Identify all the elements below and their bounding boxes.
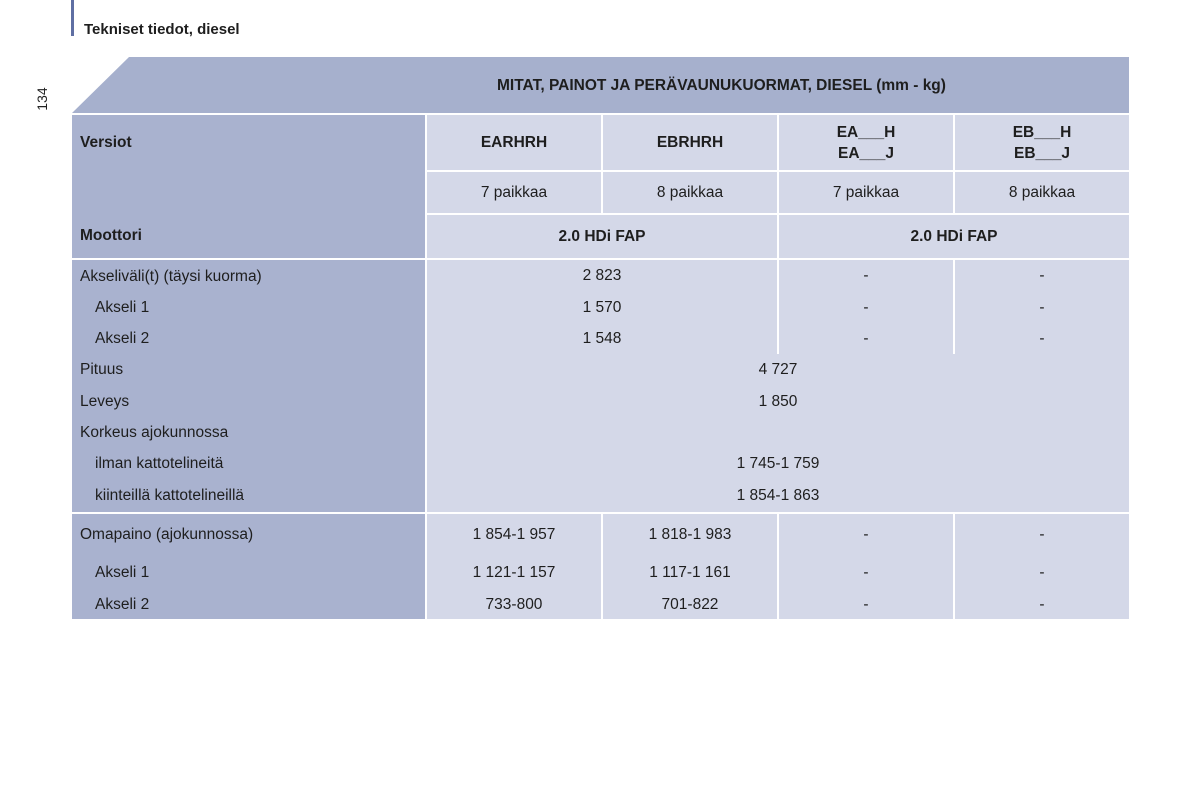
version-code: EA___H EA___J [778, 115, 954, 171]
table-row [72, 513, 1129, 555]
kerb-axle2-value: 733-800 [426, 590, 602, 619]
axle2-value: 1 548 [426, 323, 778, 354]
kerb-axle1-value: 1 117-1 161 [602, 555, 778, 590]
kerb-axle1-label: Akseli 1 [72, 555, 426, 590]
table-row [72, 590, 1129, 619]
version-code: EB___H EB___J [954, 115, 1129, 171]
kerb-weight-value: - [778, 513, 954, 555]
axle2-label: Akseli 2 [72, 323, 426, 354]
kerb-weight-value: 1 818-1 983 [602, 513, 778, 555]
version-code: EBRHRH [602, 115, 778, 171]
seat-count: 8 paikkaa [954, 171, 1129, 214]
table-row [72, 448, 1129, 480]
kerb-axle1-value: 1 121-1 157 [426, 555, 602, 590]
table-row [72, 480, 1129, 513]
seat-count: 7 paikkaa [426, 171, 602, 214]
version-code: EARHRH [426, 115, 602, 171]
length-label: Pituus [72, 354, 426, 386]
table-row [72, 292, 1129, 323]
page-number: 134 [34, 87, 50, 111]
kerb-axle2-value: - [778, 590, 954, 619]
length-value: 4 727 [426, 354, 1129, 386]
axle2-value: - [778, 323, 954, 354]
table-title: MITAT, PAINOT JA PERÄVAUNUKUORMAT, DIESEL (mm - kg) [497, 77, 946, 94]
height-value-empty [426, 417, 1129, 448]
table-row [72, 417, 1129, 448]
axle1-value: - [778, 292, 954, 323]
wheelbase-value: 2 823 [426, 259, 778, 292]
engine-value: 2.0 HDi FAP [426, 214, 778, 259]
table-row [72, 354, 1129, 386]
section-marker-bar [71, 0, 74, 36]
wheelbase-label: Akseliväli(t) (täysi kuorma) [72, 259, 426, 292]
axle2-value: - [954, 323, 1129, 354]
kerb-axle2-label: Akseli 2 [72, 590, 426, 619]
height-rack-value: 1 854-1 863 [426, 480, 1129, 513]
height-no-rack-label: ilman kattotelineitä [72, 448, 426, 480]
seat-count: 8 paikkaa [602, 171, 778, 214]
table-row [72, 259, 1129, 292]
seat-count: 7 paikkaa [778, 171, 954, 214]
kerb-axle1-value: - [954, 555, 1129, 590]
engine-row [72, 214, 1129, 259]
axle1-label: Akseli 1 [72, 292, 426, 323]
height-no-rack-value: 1 745-1 759 [426, 448, 1129, 480]
width-value: 1 850 [426, 386, 1129, 417]
kerb-weight-value: 1 854-1 957 [426, 513, 602, 555]
engine-value: 2.0 HDi FAP [778, 214, 1129, 259]
table-row [72, 323, 1129, 354]
width-label: Leveys [72, 386, 426, 417]
height-rack-label: kiinteillä kattotelineillä [72, 480, 426, 513]
versions-label: Versiot [72, 115, 426, 214]
kerb-weight-label: Omapaino (ajokunnossa) [72, 513, 426, 555]
axle1-value: 1 570 [426, 292, 778, 323]
versions-row [72, 115, 1129, 171]
section-title: Tekniset tiedot, diesel [84, 21, 240, 38]
kerb-axle2-value: - [954, 590, 1129, 619]
wheelbase-value: - [954, 259, 1129, 292]
table-row [72, 555, 1129, 590]
kerb-axle2-value: 701-822 [602, 590, 778, 619]
table-row [72, 386, 1129, 417]
specs-table [72, 115, 1129, 619]
engine-label: Moottori [72, 214, 426, 259]
wheelbase-value: - [778, 259, 954, 292]
kerb-axle1-value: - [778, 555, 954, 590]
axle1-value: - [954, 292, 1129, 323]
height-label: Korkeus ajokunnossa [72, 417, 426, 448]
kerb-weight-value: - [954, 513, 1129, 555]
